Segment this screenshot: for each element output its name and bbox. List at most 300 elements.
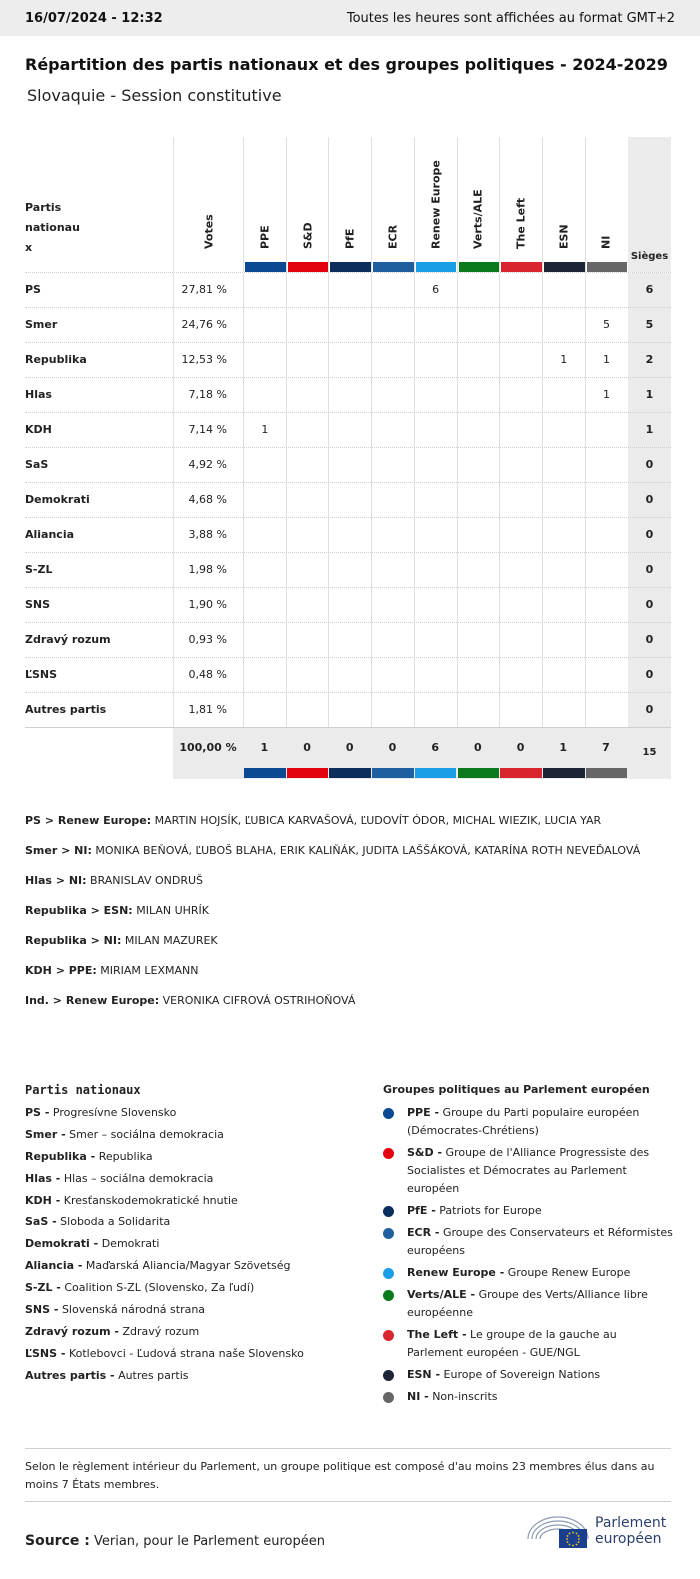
seat-cell-ni — [585, 623, 628, 658]
seat-cell-s-d — [286, 553, 329, 588]
source-text: Verian, pour le Parlement européen — [93, 1534, 326, 1549]
group-color-dot-icon — [383, 1392, 394, 1403]
seat-cell-pfe — [328, 378, 371, 413]
group-header-text: Verts/ALE — [471, 189, 485, 249]
seat-cell-s-d — [286, 308, 329, 343]
legend-party-full: Zdravý rozum — [122, 1324, 200, 1338]
group-color-dot-icon — [383, 1330, 394, 1341]
party-seats: 0 — [628, 483, 671, 518]
assignment-line — [25, 933, 675, 963]
legend-party-full: Hlas – sociálna demokracia — [63, 1171, 214, 1185]
table-row — [25, 517, 671, 552]
legend-party-abbr: KDH - — [25, 1193, 61, 1207]
seat-cell-pfe — [328, 308, 371, 343]
seat-cell-renew-europe — [414, 553, 457, 588]
seat-cell-esn — [542, 378, 585, 413]
assignment-names: BRANISLAV ONDRUŠ — [90, 874, 204, 887]
seat-cell-ppe — [243, 693, 286, 728]
group-header-text: ESN — [557, 224, 571, 249]
assignment-names: VERONIKA CIFROVÁ OSTRIHOŇOVÁ — [162, 994, 356, 1007]
legend-party-item — [25, 1278, 365, 1300]
legend-party-full: Smer – sociálna demokracia — [69, 1127, 224, 1141]
legend-party-item — [25, 1125, 365, 1147]
seat-cell-renew-europe — [414, 413, 457, 448]
legend-party-item — [25, 1103, 365, 1125]
legend-party-abbr: Aliancia - — [25, 1259, 83, 1273]
votes-column-header — [173, 137, 243, 272]
legend-party-full: Sloboda a Solidarita — [60, 1215, 171, 1229]
assignment-names: MIRIAM LEXMANN — [100, 964, 199, 977]
datetime: 16/07/2024 - 12:32 — [25, 10, 163, 26]
seat-cell-ni — [585, 518, 628, 553]
group-header-text: PfE — [343, 228, 357, 249]
group-column-header-pfe — [328, 137, 371, 272]
party-name: Aliancia — [25, 528, 75, 541]
seat-cell-esn — [542, 483, 585, 518]
seat-cell-s-d — [286, 378, 329, 413]
seat-cell-pfe — [328, 518, 371, 553]
group-color-bar — [501, 262, 542, 272]
seat-cell-renew-europe — [414, 308, 457, 343]
legend-group-full: Groupe Renew Europe — [507, 1266, 631, 1279]
group-header-label — [472, 149, 485, 249]
seat-cell-verts-ale — [457, 693, 500, 728]
table-header — [25, 137, 671, 272]
seat-cell-ppe — [243, 623, 286, 658]
seat-cell-renew-europe — [414, 588, 457, 623]
seat-cell-ni — [585, 448, 628, 483]
party-header-line: nationau — [25, 221, 80, 234]
seat-cell-verts-ale — [457, 553, 500, 588]
legend-group-full: Le groupe de la gauche au Parlement européen - GUE/NGL — [407, 1328, 617, 1359]
party-seats: 5 — [628, 308, 671, 343]
seat-cell-verts-ale — [457, 273, 500, 308]
group-header-text: Renew Europe — [429, 160, 443, 249]
party-votes: 24,76 % — [173, 308, 243, 343]
votes-header-label — [202, 149, 215, 249]
seat-cell-ecr — [371, 343, 414, 378]
legend-party-full: Coalition S-ZL (Slovensko, Za ľudí) — [64, 1281, 255, 1295]
assignment-line — [25, 963, 675, 993]
group-header-label — [515, 149, 528, 249]
seat-cell-ecr — [371, 553, 414, 588]
party-name: Demokrati — [25, 493, 90, 506]
seat-cell-verts-ale — [457, 378, 500, 413]
table-row — [25, 307, 671, 342]
assignment-names: MILAN MAZUREK — [124, 934, 218, 947]
seat-cell-pfe — [328, 658, 371, 693]
table-row — [25, 587, 671, 622]
seat-cell-verts-ale — [457, 343, 500, 378]
assignment-key: KDH > PPE: — [25, 964, 97, 977]
legend-group-abbr: Renew Europe - — [407, 1266, 505, 1279]
group-header-label — [557, 149, 570, 249]
assignment-line — [25, 873, 675, 903]
legend-party-full: Maďarská Aliancia/Magyar Szövetség — [85, 1259, 291, 1273]
legend-party-abbr: Autres partis - — [25, 1368, 115, 1382]
group-color-bar — [459, 262, 500, 272]
seat-cell-the-left — [499, 343, 542, 378]
party-votes: 0,93 % — [173, 623, 243, 658]
seat-cell-esn — [542, 413, 585, 448]
group-header-text: PPE — [258, 225, 272, 249]
legend-group-abbr: Verts/ALE - — [407, 1288, 476, 1301]
legend-party-abbr: Hlas - — [25, 1171, 61, 1185]
party-name: Hlas — [25, 388, 52, 401]
seat-cell-esn — [542, 658, 585, 693]
seat-cell-renew-europe — [414, 378, 457, 413]
legend-group-full: Groupe de l'Alliance Progressiste des Socialistes et Démocrates au Parlement européen — [407, 1146, 650, 1195]
seat-cell-ni — [585, 273, 628, 308]
seat-cell-ni — [585, 413, 628, 448]
seat-cell-renew-europe: 6 — [414, 273, 457, 308]
seat-cell-s-d — [286, 693, 329, 728]
seat-cell-esn — [542, 273, 585, 308]
total-cell-s-d: 0 — [303, 741, 311, 754]
assignment-key: Hlas > NI: — [25, 874, 87, 887]
seat-cell-ni — [585, 483, 628, 518]
legend-party-item — [25, 1169, 365, 1191]
group-color-bar — [372, 768, 414, 778]
seat-cell-the-left — [499, 273, 542, 308]
seat-cell-the-left — [499, 658, 542, 693]
assignment-line — [25, 843, 675, 873]
seat-cell-pfe — [328, 588, 371, 623]
legend-group-abbr: The Left - — [407, 1328, 467, 1341]
legend-party-abbr: Zdravý rozum - — [25, 1324, 119, 1338]
group-color-bar — [586, 768, 628, 778]
seat-cell-esn — [542, 308, 585, 343]
legend-party-item — [25, 1256, 365, 1278]
group-color-bar — [373, 262, 414, 272]
total-votes: 100,00 % — [179, 741, 237, 754]
party-name: S-ZL — [25, 563, 53, 576]
party-name: KDH — [25, 423, 52, 436]
party-votes: 7,14 % — [173, 413, 243, 448]
legend-party-abbr: S-ZL - — [25, 1281, 61, 1295]
seat-cell-ecr — [371, 483, 414, 518]
group-color-bar — [288, 262, 329, 272]
seats-header-label: Sièges — [630, 251, 669, 262]
assignment-names: MILAN UHRÍK — [136, 904, 210, 917]
seat-cell-ecr — [371, 623, 414, 658]
seat-cell-ecr — [371, 273, 414, 308]
seat-cell-s-d — [286, 658, 329, 693]
seat-cell-verts-ale — [457, 413, 500, 448]
seat-cell-s-d — [286, 623, 329, 658]
source-line — [25, 1533, 325, 1549]
table-row — [25, 377, 671, 412]
seat-cell-verts-ale — [457, 448, 500, 483]
seat-cell-ecr — [371, 518, 414, 553]
party-seats: 1 — [628, 413, 671, 448]
group-color-dot-icon — [383, 1108, 394, 1119]
legend-party-abbr: PS - — [25, 1106, 50, 1119]
seat-cell-the-left — [499, 518, 542, 553]
page-title: Répartition des partis nationaux et des groupes politiques - 2024-2029 — [25, 55, 668, 74]
legend-party-abbr: Republika - — [25, 1149, 96, 1163]
group-color-bar — [415, 768, 457, 778]
top-bar — [0, 0, 700, 36]
seat-cell-esn — [542, 518, 585, 553]
legend-party-abbr: SaS - — [25, 1215, 57, 1229]
seat-cell-ni — [585, 693, 628, 728]
legend-party-full: Progresívne Slovensko — [52, 1106, 177, 1119]
assignment-key: PS > Renew Europe: — [25, 814, 152, 827]
table-row — [25, 482, 671, 517]
seat-cell-ppe — [243, 658, 286, 693]
seat-cell-esn — [542, 588, 585, 623]
seat-cell-ppe — [243, 308, 286, 343]
legend-political-groups — [383, 1083, 673, 1410]
seat-cell-ecr — [371, 588, 414, 623]
group-header-label — [301, 149, 314, 249]
legend-party-full: Kresťanskodemokratické hnutie — [63, 1193, 238, 1207]
table-row — [25, 622, 671, 657]
total-cell-verts-ale: 0 — [474, 741, 482, 754]
legend-group-full: Groupe du Parti populaire européen (Démocrates-Chrétiens) — [407, 1106, 640, 1137]
logo-text-line2: européen — [595, 1531, 662, 1547]
legend-group-item — [383, 1264, 673, 1282]
legend-group-full: Groupe des Verts/Alliance libre européenne — [407, 1288, 648, 1319]
table-row — [25, 657, 671, 692]
seat-cell-renew-europe — [414, 343, 457, 378]
group-column-header-ppe — [243, 137, 286, 272]
assignment-key: Republika > ESN: — [25, 904, 133, 917]
party-seats: 0 — [628, 588, 671, 623]
seat-cell-s-d — [286, 483, 329, 518]
seat-cell-s-d — [286, 448, 329, 483]
party-name: PS — [25, 283, 41, 296]
seat-cell-ppe — [243, 483, 286, 518]
party-name: Republika — [25, 353, 87, 366]
seat-cell-s-d — [286, 588, 329, 623]
seat-cell-renew-europe — [414, 693, 457, 728]
group-header-label — [344, 149, 357, 249]
seat-cell-ecr — [371, 308, 414, 343]
party-votes: 4,68 % — [173, 483, 243, 518]
group-header-text: ECR — [386, 224, 400, 249]
party-seats: 0 — [628, 623, 671, 658]
seat-cell-the-left — [499, 413, 542, 448]
group-column-header-esn — [542, 137, 585, 272]
total-cell-ni: 7 — [602, 741, 610, 754]
legend-party-item — [25, 1300, 365, 1322]
seat-cell-s-d — [286, 518, 329, 553]
party-seats: 0 — [628, 553, 671, 588]
seat-cell-esn — [542, 448, 585, 483]
legend-group-abbr: NI - — [407, 1390, 429, 1403]
party-seats: 6 — [628, 273, 671, 308]
seat-cell-ppe — [243, 378, 286, 413]
seat-cell-ppe — [243, 553, 286, 588]
party-name: SaS — [25, 458, 49, 471]
parliament-hemicycle-icon — [525, 1509, 591, 1549]
total-cell-pfe: 0 — [345, 741, 354, 754]
group-column-header-s-d — [286, 137, 329, 272]
party-votes: 7,18 % — [173, 378, 243, 413]
page-subtitle: Slovaquie - Session constitutive — [27, 86, 282, 105]
legend-party-item — [25, 1212, 365, 1234]
group-color-bar — [500, 768, 542, 778]
group-color-bar — [416, 262, 457, 272]
group-color-bar — [330, 262, 371, 272]
group-header-text: The Left — [514, 197, 528, 249]
party-name: Smer — [25, 318, 58, 331]
group-color-bar — [244, 768, 286, 778]
legend-party-abbr: Demokrati - — [25, 1237, 99, 1251]
seat-cell-renew-europe — [414, 658, 457, 693]
party-seats: 0 — [628, 518, 671, 553]
legend-party-full: Slovenská národná strana — [61, 1303, 206, 1317]
legend-party-abbr: SNS - — [25, 1303, 59, 1317]
seat-cell-ni — [585, 658, 628, 693]
party-seats: 0 — [628, 693, 671, 728]
group-column-header-ecr — [371, 137, 414, 272]
seat-cell-ni — [585, 588, 628, 623]
seat-cell-pfe — [328, 483, 371, 518]
legend-party-full: Demokrati — [101, 1237, 160, 1251]
seat-cell-ppe: 1 — [243, 413, 286, 448]
party-seats: 2 — [628, 343, 671, 378]
mep-assignments — [25, 813, 675, 1023]
table-row — [25, 342, 671, 377]
assignment-names: MARTIN HOJSÍK, ĽUBICA KARVAŠOVÁ, ĽUDOVÍT ÓDOR, MICHAL WIEZIK, LUCIA YAR — [154, 814, 602, 827]
seat-cell-ni — [585, 553, 628, 588]
seat-cell-the-left — [499, 308, 542, 343]
legend-group-item — [383, 1388, 673, 1406]
seat-cell-esn — [542, 623, 585, 658]
logo-text-line1: Parlement — [595, 1515, 667, 1531]
legend-national-parties — [25, 1083, 365, 1388]
party-name: Autres partis — [25, 703, 107, 716]
seat-cell-renew-europe — [414, 623, 457, 658]
table-row — [25, 272, 671, 307]
party-name: ĽSNS — [25, 668, 58, 681]
seat-cell-ecr — [371, 448, 414, 483]
assignment-names: MONIKA BEŇOVÁ, ĽUBOŠ BLAHA, ERIK KALIŇÁK, JUDITA LAŠŠÁKOVÁ, KATARÍNA ROTH NEVEĎALOVÁ — [95, 844, 641, 857]
party-header-line: Partis — [25, 201, 62, 214]
source-label: Source : — [25, 1533, 90, 1549]
assignment-key: Smer > NI: — [25, 844, 92, 857]
seat-cell-ecr — [371, 693, 414, 728]
party-name: SNS — [25, 598, 51, 611]
seat-cell-verts-ale — [457, 518, 500, 553]
group-header-label — [258, 149, 271, 249]
legend-group-full: Patriots for Europe — [439, 1204, 542, 1217]
group-color-bar — [587, 262, 628, 272]
seat-cell-ppe — [243, 588, 286, 623]
votes-header-text: Votes — [202, 214, 215, 249]
group-color-bar — [245, 262, 286, 272]
results-table — [25, 137, 671, 778]
assignment-line — [25, 993, 675, 1023]
seat-cell-esn — [542, 693, 585, 728]
seat-cell-the-left — [499, 378, 542, 413]
party-name: Zdravý rozum — [25, 633, 111, 646]
table-row — [25, 412, 671, 447]
legend-party-item — [25, 1234, 365, 1256]
seat-cell-the-left — [499, 693, 542, 728]
legend-party-item — [25, 1366, 365, 1388]
assignment-key: Ind. > Renew Europe: — [25, 994, 160, 1007]
seat-cell-pfe — [328, 623, 371, 658]
group-column-header-verts-ale — [457, 137, 500, 272]
legend-party-item — [25, 1147, 365, 1169]
seat-cell-ppe — [243, 343, 286, 378]
seat-cell-verts-ale — [457, 658, 500, 693]
legend-group-full: Groupe des Conservateurs et Réformistes européens — [407, 1226, 673, 1257]
legend-political-groups-heading: Groupes politiques au Parlement européen — [383, 1083, 650, 1096]
legend-group-item — [383, 1104, 673, 1140]
party-seats: 0 — [628, 448, 671, 483]
group-header-label — [386, 149, 399, 249]
legend-party-item — [25, 1191, 365, 1213]
seat-cell-the-left — [499, 588, 542, 623]
group-color-bar — [543, 768, 585, 778]
seat-cell-ppe — [243, 518, 286, 553]
party-votes: 27,81 % — [173, 273, 243, 308]
group-column-header-ni — [585, 137, 628, 272]
seat-cell-esn: 1 — [542, 343, 585, 378]
seats-column-header — [628, 137, 671, 272]
group-color-dot-icon — [383, 1268, 394, 1279]
group-color-dot-icon — [383, 1228, 394, 1239]
group-color-dot-icon — [383, 1148, 394, 1159]
legend-group-abbr: PfE - — [407, 1204, 436, 1217]
seat-cell-verts-ale — [457, 623, 500, 658]
seat-cell-ecr — [371, 413, 414, 448]
group-color-dot-icon — [383, 1206, 394, 1217]
party-votes: 4,92 % — [173, 448, 243, 483]
seat-cell-verts-ale — [457, 483, 500, 518]
timezone-note: Toutes les heures sont affichées au format GMT+2 — [346, 10, 675, 26]
legend-party-full: Republika — [98, 1149, 153, 1163]
legend-group-item — [383, 1326, 673, 1362]
group-color-bar — [458, 768, 500, 778]
legend-party-item — [25, 1344, 365, 1366]
table-row — [25, 552, 671, 587]
party-votes: 0,48 % — [173, 658, 243, 693]
seat-cell-pfe — [328, 413, 371, 448]
party-votes: 12,53 % — [173, 343, 243, 378]
party-seats: 0 — [628, 658, 671, 693]
legend-party-item — [25, 1322, 365, 1344]
legend-group-abbr: S&D - — [407, 1146, 443, 1159]
group-color-bar — [287, 768, 329, 778]
seat-cell-s-d — [286, 343, 329, 378]
legend-party-full: Autres partis — [118, 1368, 189, 1382]
party-header-line: x — [25, 241, 33, 254]
legend-group-item — [383, 1286, 673, 1322]
seat-cell-renew-europe — [414, 518, 457, 553]
seat-cell-renew-europe — [414, 483, 457, 518]
group-column-header-renew-europe — [414, 137, 457, 272]
legend-party-abbr: Smer - — [25, 1127, 66, 1141]
seat-cell-pfe — [328, 343, 371, 378]
group-header-label — [600, 149, 613, 249]
group-header-text: NI — [599, 235, 613, 249]
legend-group-abbr: ECR - — [407, 1226, 440, 1239]
legend-group-item — [383, 1202, 673, 1220]
legend-group-item — [383, 1224, 673, 1260]
total-cell-ecr: 0 — [388, 741, 397, 754]
party-votes: 1,81 % — [173, 693, 243, 728]
rules-note: Selon le règlement intérieur du Parlement, un groupe politique est composé d'au moins 23 membres élus dans au moins 7 États membres. — [25, 1448, 671, 1502]
group-color-bar — [329, 768, 371, 778]
table-row — [25, 447, 671, 482]
total-cell-the-left: 0 — [516, 741, 525, 754]
